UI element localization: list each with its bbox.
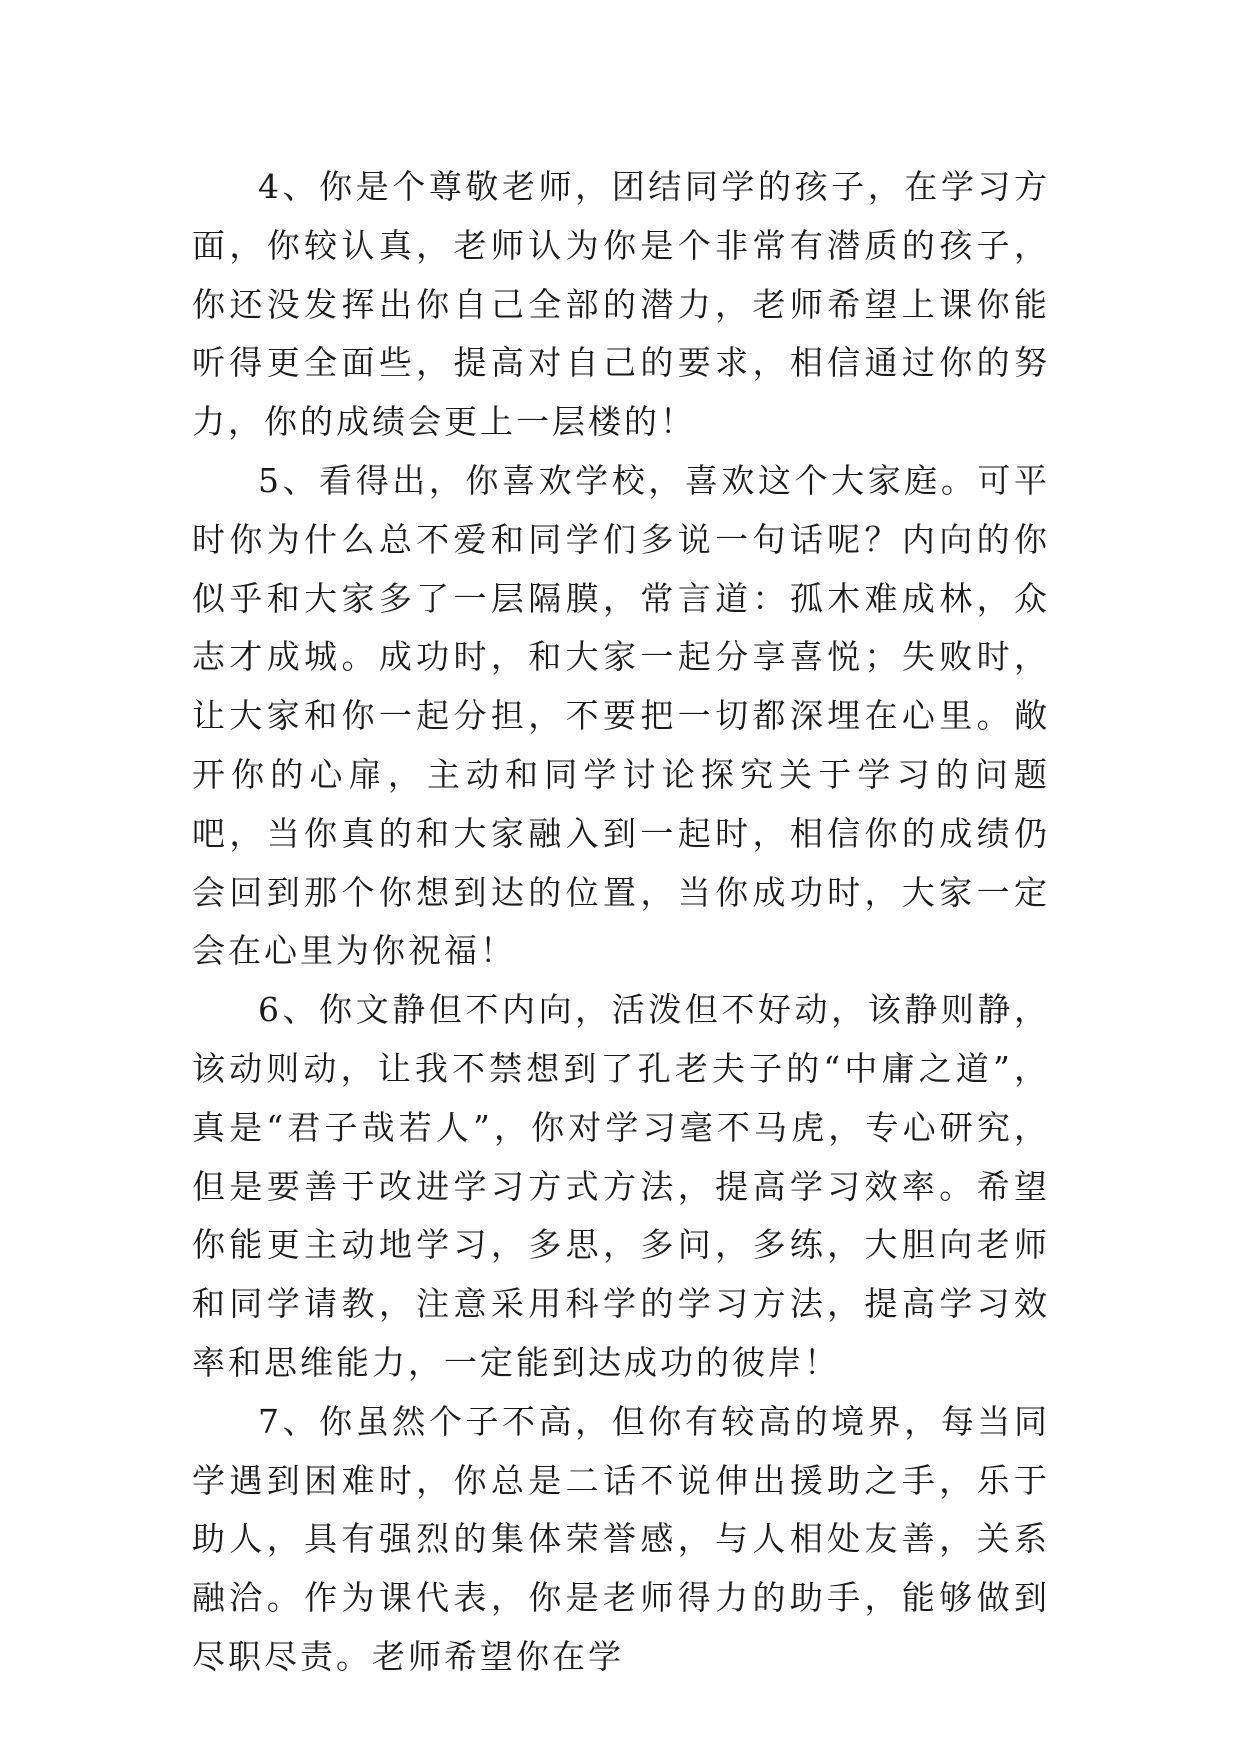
paragraph-4: 4、你是个尊敬老师，团结同学的孩子，在学习方面，你较认真，老师认为你是个非常有潜质的孩子，你还没发挥出你自己全部的潜力，老师希望上课你能听得更全面些，提高对自己的要求，相信通过你的努力，你的成绩会更上一层楼的！	[192, 167, 1050, 442]
paragraph-6: 6、你文静但不内向，活泼但不好动，该静则静，该动则动，让我不禁想到了孔老夫子的“中庸之道”，真是“君子哉若人”，你对学习毫不马虎，专心研究，但是要善于改进学习方式方法，提高学习效率。希望你能更主动地学习，多思，多问，多练，大胆向老师和同学请教，注意采用科学的学习方法，提高学习效率和思维能力，一定能到达成功的彼岸！	[192, 990, 1050, 1382]
document-body	[192, 158, 1050, 1687]
paragraph-5: 5、看得出，你喜欢学校，喜欢这个大家庭。可平时你为什么总不爱和同学们多说一句话呢？内向的你似乎和大家多了一层隔膜，常言道：孤木难成林，众志才成城。成功时，和大家一起分享喜悦；失败时，让大家和你一起分担，不要把一切都深埋在心里。敞开你的心扉，主动和同学讨论探究关于学习的问题吧，当你真的和大家融入到一起时，相信你的成绩仍会回到那个你想到达的位置，当你成功时，大家一定会在心里为你祝福！	[192, 460, 1050, 971]
paragraph-7: 7、你虽然个子不高，但你有较高的境界，每当同学遇到困难时，你总是二话不说伸出援助之手，乐于助人，具有强烈的集体荣誉感，与人相处友善，关系融洽。作为课代表，你是老师得力的助手，能够做到尽职尽责。老师希望你在学	[192, 1401, 1050, 1676]
